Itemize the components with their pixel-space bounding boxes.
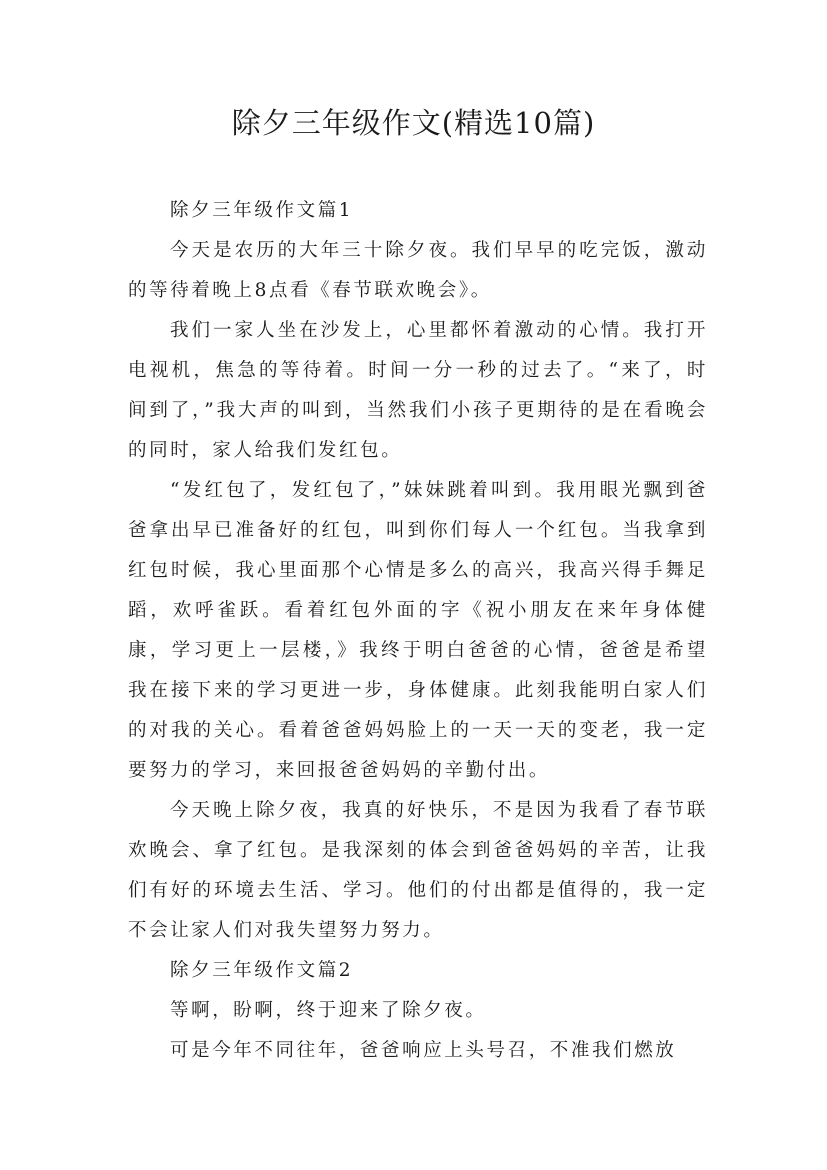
paragraph: 可是今年不同往年，爸爸响应上头号召，不准我们燃放	[170, 1040, 677, 1061]
paragraph: 等啊，盼啊，终于迎来了除夕夜。	[170, 1000, 487, 1021]
paragraph: 今天是农历的大年三十除夕夜。我们早早的吃完饭，激动的等待着晚上8点看《春节联欢晚会》。	[128, 240, 708, 301]
section-heading-2: 除夕三年级作文篇2	[170, 960, 354, 981]
paragraph: “发红包了，发红包了，”妹妹跳着叫到。我用眼光飘到爸爸拿出早已准备好的红包，叫到你们每人一个红包。当我拿到红包时候，我心里面那个心情是多么的高兴，我高兴得手舞足蹈，欢呼雀跃。看着红包外面的字《祝小朋友在来年身体健康，学习更上一层楼，》我终于明白爸爸的心情，爸爸是希望我在接下来的学习更进一步，身体健康。此刻我能明白家人们的对我的关心。看着爸爸妈妈脸上的一天一天的变老，我一定要努力的学习，来回报爸爸妈妈的辛勤付出。	[128, 480, 708, 781]
document-body	[128, 191, 708, 1071]
document-title: 除夕三年级作文(精选10篇)	[231, 106, 596, 140]
paragraph: 今天晚上除夕夜，我真的好快乐，不是因为我看了春节联欢晚会、拿了红包。是我深刻的体会到爸爸妈妈的辛苦，让我们有好的环境去生活、学习。他们的付出都是值得的，我一定不会让家人们对我失望努力努力。	[128, 800, 708, 941]
section-heading-1: 除夕三年级作文篇1	[170, 200, 354, 221]
paragraph: 我们一家人坐在沙发上，心里都怀着激动的心情。我打开电视机，焦急的等待着。时间一分一秒的过去了。“来了，时间到了，”我大声的叫到，当然我们小孩子更期待的是在看晚会的同时，家人给我们发红包。	[128, 320, 708, 461]
